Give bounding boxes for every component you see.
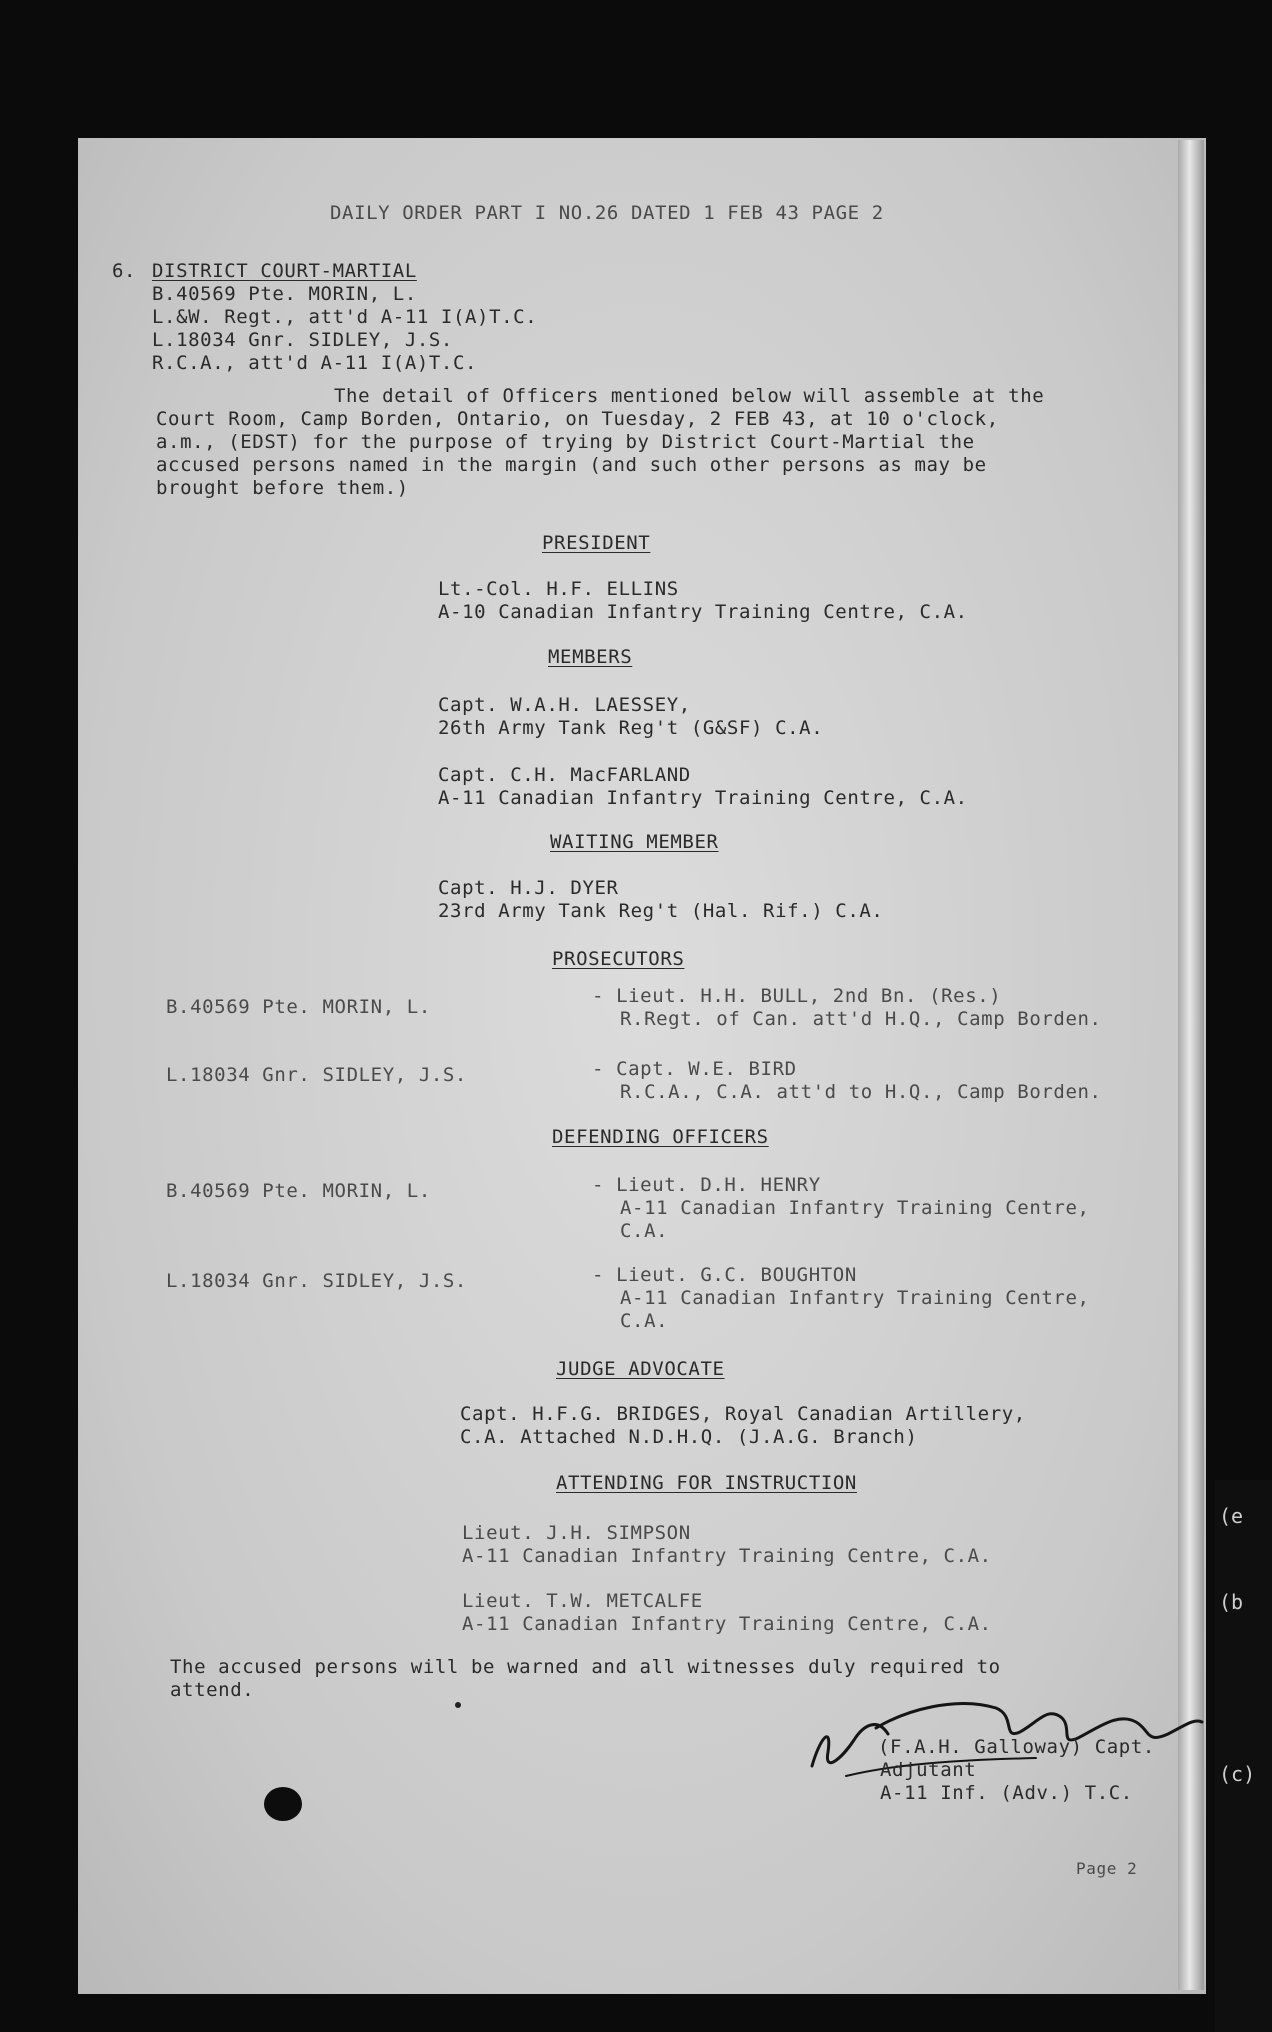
member-unit: A-11 Canadian Infantry Training Centre, C.A. [438, 787, 968, 809]
accused-name: B.40569 Pte. MORIN, L. [166, 996, 431, 1018]
waiting-member-unit: 23rd Army Tank Reg't (Hal. Rif.) C.A. [438, 900, 884, 922]
president-heading: PRESIDENT [542, 532, 651, 554]
waiting-member-heading: WAITING MEMBER [550, 831, 719, 853]
margin-mark: (e [1219, 1504, 1244, 1528]
president-name: Lt.-Col. H.F. ELLINS [438, 578, 679, 600]
page-marker: Page 2 [1076, 1859, 1138, 1878]
margin-line: L.18034 Gnr. SIDLEY, J.S. [152, 329, 453, 351]
item-title: DISTRICT COURT-MARTIAL [152, 260, 417, 282]
adjacent-page-strip [1215, 1480, 1272, 2032]
body-line: Court Room, Camp Borden, Ontario, on Tuesday, 2 FEB 43, at 10 o'clock, [156, 408, 999, 430]
judge-advocate-line: Capt. H.F.G. BRIDGES, Royal Canadian Artillery, [460, 1403, 1026, 1425]
ink-dot [455, 1702, 461, 1708]
defending-heading: DEFENDING OFFICERS [552, 1126, 769, 1148]
defender-line: C.A. [620, 1310, 669, 1332]
waiting-member-name: Capt. H.J. DYER [438, 877, 619, 899]
instruction-unit: A-11 Canadian Infantry Training Centre, C.A. [462, 1613, 992, 1635]
instruction-unit: A-11 Canadian Infantry Training Centre, C.A. [462, 1545, 992, 1567]
member-unit: 26th Army Tank Reg't (G&SF) C.A. [438, 717, 824, 739]
closing-line: The accused persons will be warned and all witnesses duly required to [170, 1656, 1001, 1678]
prosecutors-heading: PROSECUTORS [552, 948, 685, 970]
members-heading: MEMBERS [548, 646, 633, 668]
accused-name: L.18034 Gnr. SIDLEY, J.S. [166, 1064, 467, 1086]
defender-line: A-11 Canadian Infantry Training Centre, [620, 1197, 1090, 1219]
president-unit: A-10 Canadian Infantry Training Centre, C.A. [438, 601, 968, 623]
accused-name: L.18034 Gnr. SIDLEY, J.S. [166, 1270, 467, 1292]
prosecutor-line: R.Regt. of Can. att'd H.Q., Camp Borden. [620, 1008, 1102, 1030]
defender-line: - Lieut. G.C. BOUGHTON [592, 1264, 857, 1286]
punch-hole [264, 1787, 302, 1821]
body-line: The detail of Officers mentioned below will assemble at the [334, 385, 1045, 407]
instruction-name: Lieut. J.H. SIMPSON [462, 1522, 691, 1544]
member-name: Capt. W.A.H. LAESSEY, [438, 694, 691, 716]
margin-line: L.&W. Regt., att'd A-11 I(A)T.C. [152, 306, 538, 328]
item-number: 6. [112, 260, 137, 282]
member-name: Capt. C.H. MacFARLAND [438, 764, 691, 786]
margin-mark: (b [1219, 1590, 1244, 1614]
defender-line: - Lieut. D.H. HENRY [592, 1174, 821, 1196]
instruction-name: Lieut. T.W. METCALFE [462, 1590, 703, 1612]
judge-advocate-heading: JUDGE ADVOCATE [556, 1358, 725, 1380]
closing-line: attend. [170, 1679, 255, 1701]
margin-line: R.C.A., att'd A-11 I(A)T.C. [152, 352, 478, 374]
page-header: DAILY ORDER PART I NO.26 DATED 1 FEB 43 PAGE 2 [330, 202, 884, 224]
signature-unit: A-11 Inf. (Adv.) T.C. [880, 1782, 1133, 1804]
defender-line: A-11 Canadian Infantry Training Centre, [620, 1287, 1090, 1309]
prosecutor-line: - Capt. W.E. BIRD [592, 1058, 797, 1080]
instruction-heading: ATTENDING FOR INSTRUCTION [556, 1472, 857, 1494]
body-line: a.m., (EDST) for the purpose of trying by District Court-Martial the [156, 431, 975, 453]
judge-advocate-line: C.A. Attached N.D.H.Q. (J.A.G. Branch) [460, 1426, 918, 1448]
accused-name: B.40569 Pte. MORIN, L. [166, 1180, 431, 1202]
prosecutor-line: - Lieut. H.H. BULL, 2nd Bn. (Res.) [592, 985, 1002, 1007]
prosecutor-line: R.C.A., C.A. att'd to H.Q., Camp Borden. [620, 1081, 1102, 1103]
body-line: accused persons named in the margin (and such other persons as may be [156, 454, 987, 476]
signature-title: Adjutant [880, 1759, 977, 1781]
body-line: brought before them.) [156, 477, 409, 499]
defender-line: C.A. [620, 1220, 669, 1242]
margin-mark: (c) [1219, 1762, 1256, 1786]
margin-line: B.40569 Pte. MORIN, L. [152, 283, 417, 305]
signature-name: (F.A.H. Galloway) Capt. [878, 1736, 1155, 1758]
